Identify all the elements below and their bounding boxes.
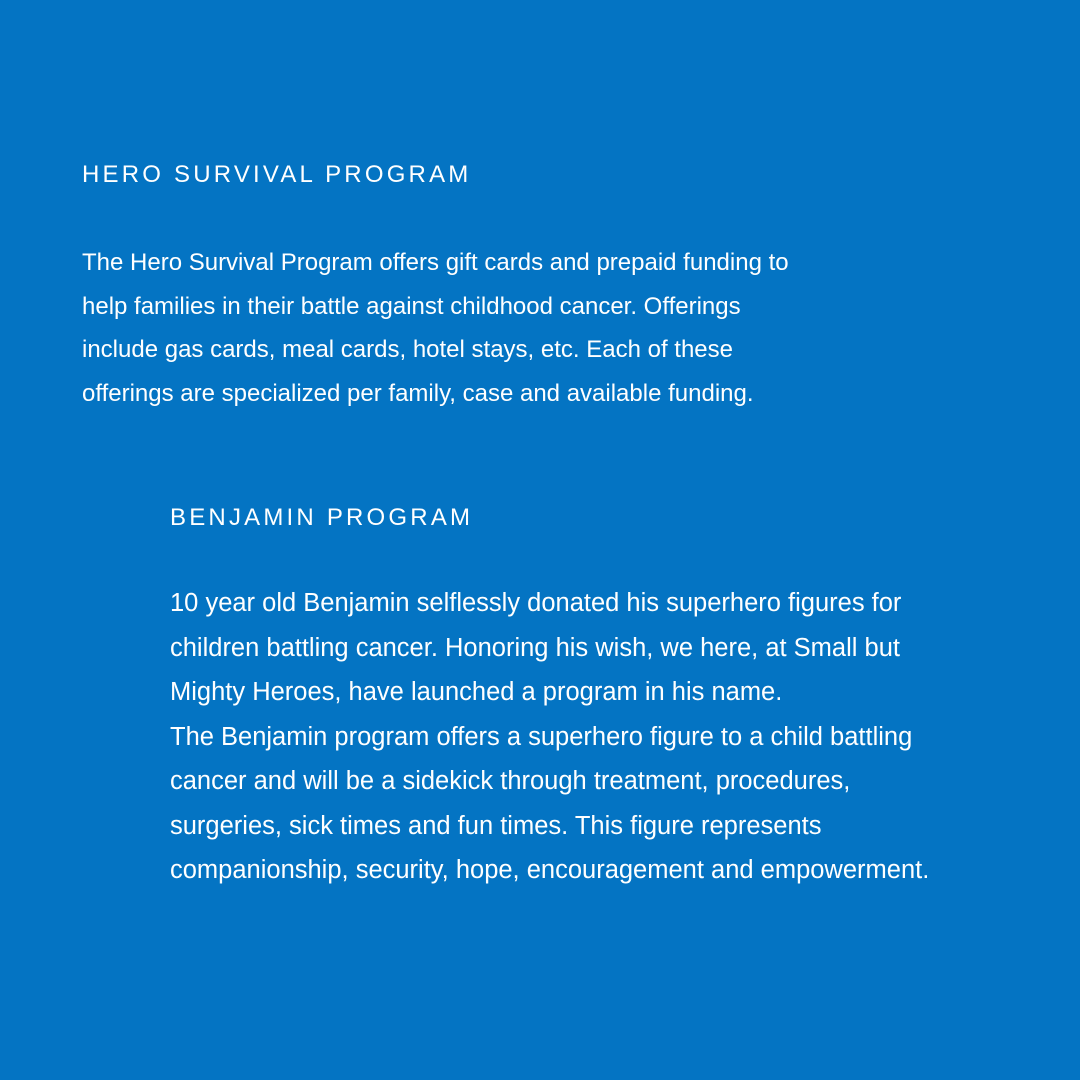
benjamin-program-description: 10 year old Benjamin selflessly donated his superhero figures for children battling cancer. Honoring his wish, we here, at Small but Mighty Heroes, have launched a program in his name. The Benjamin program offers a superhero figure to a child battling cancer and will be a sidekick through treatment, procedures, surgeries, sick times and fun times. This figure represents companionship, security, hope, encouragement and empowerment. — [170, 589, 930, 884]
hero-survival-program-heading: HERO SURVIVAL PROGRAM — [82, 161, 472, 188]
hero-survival-program-section — [82, 155, 902, 415]
benjamin-program-section — [170, 498, 1040, 893]
hero-survival-program-description: The Hero Survival Program offers gift cards and prepaid funding to help families in their battle against childhood cancer. Offerings include gas cards, meal cards, hotel stays, etc. Each of these offerings are specialized per family, case and available funding. — [82, 249, 789, 407]
benjamin-program-heading: BENJAMIN PROGRAM — [170, 504, 474, 531]
